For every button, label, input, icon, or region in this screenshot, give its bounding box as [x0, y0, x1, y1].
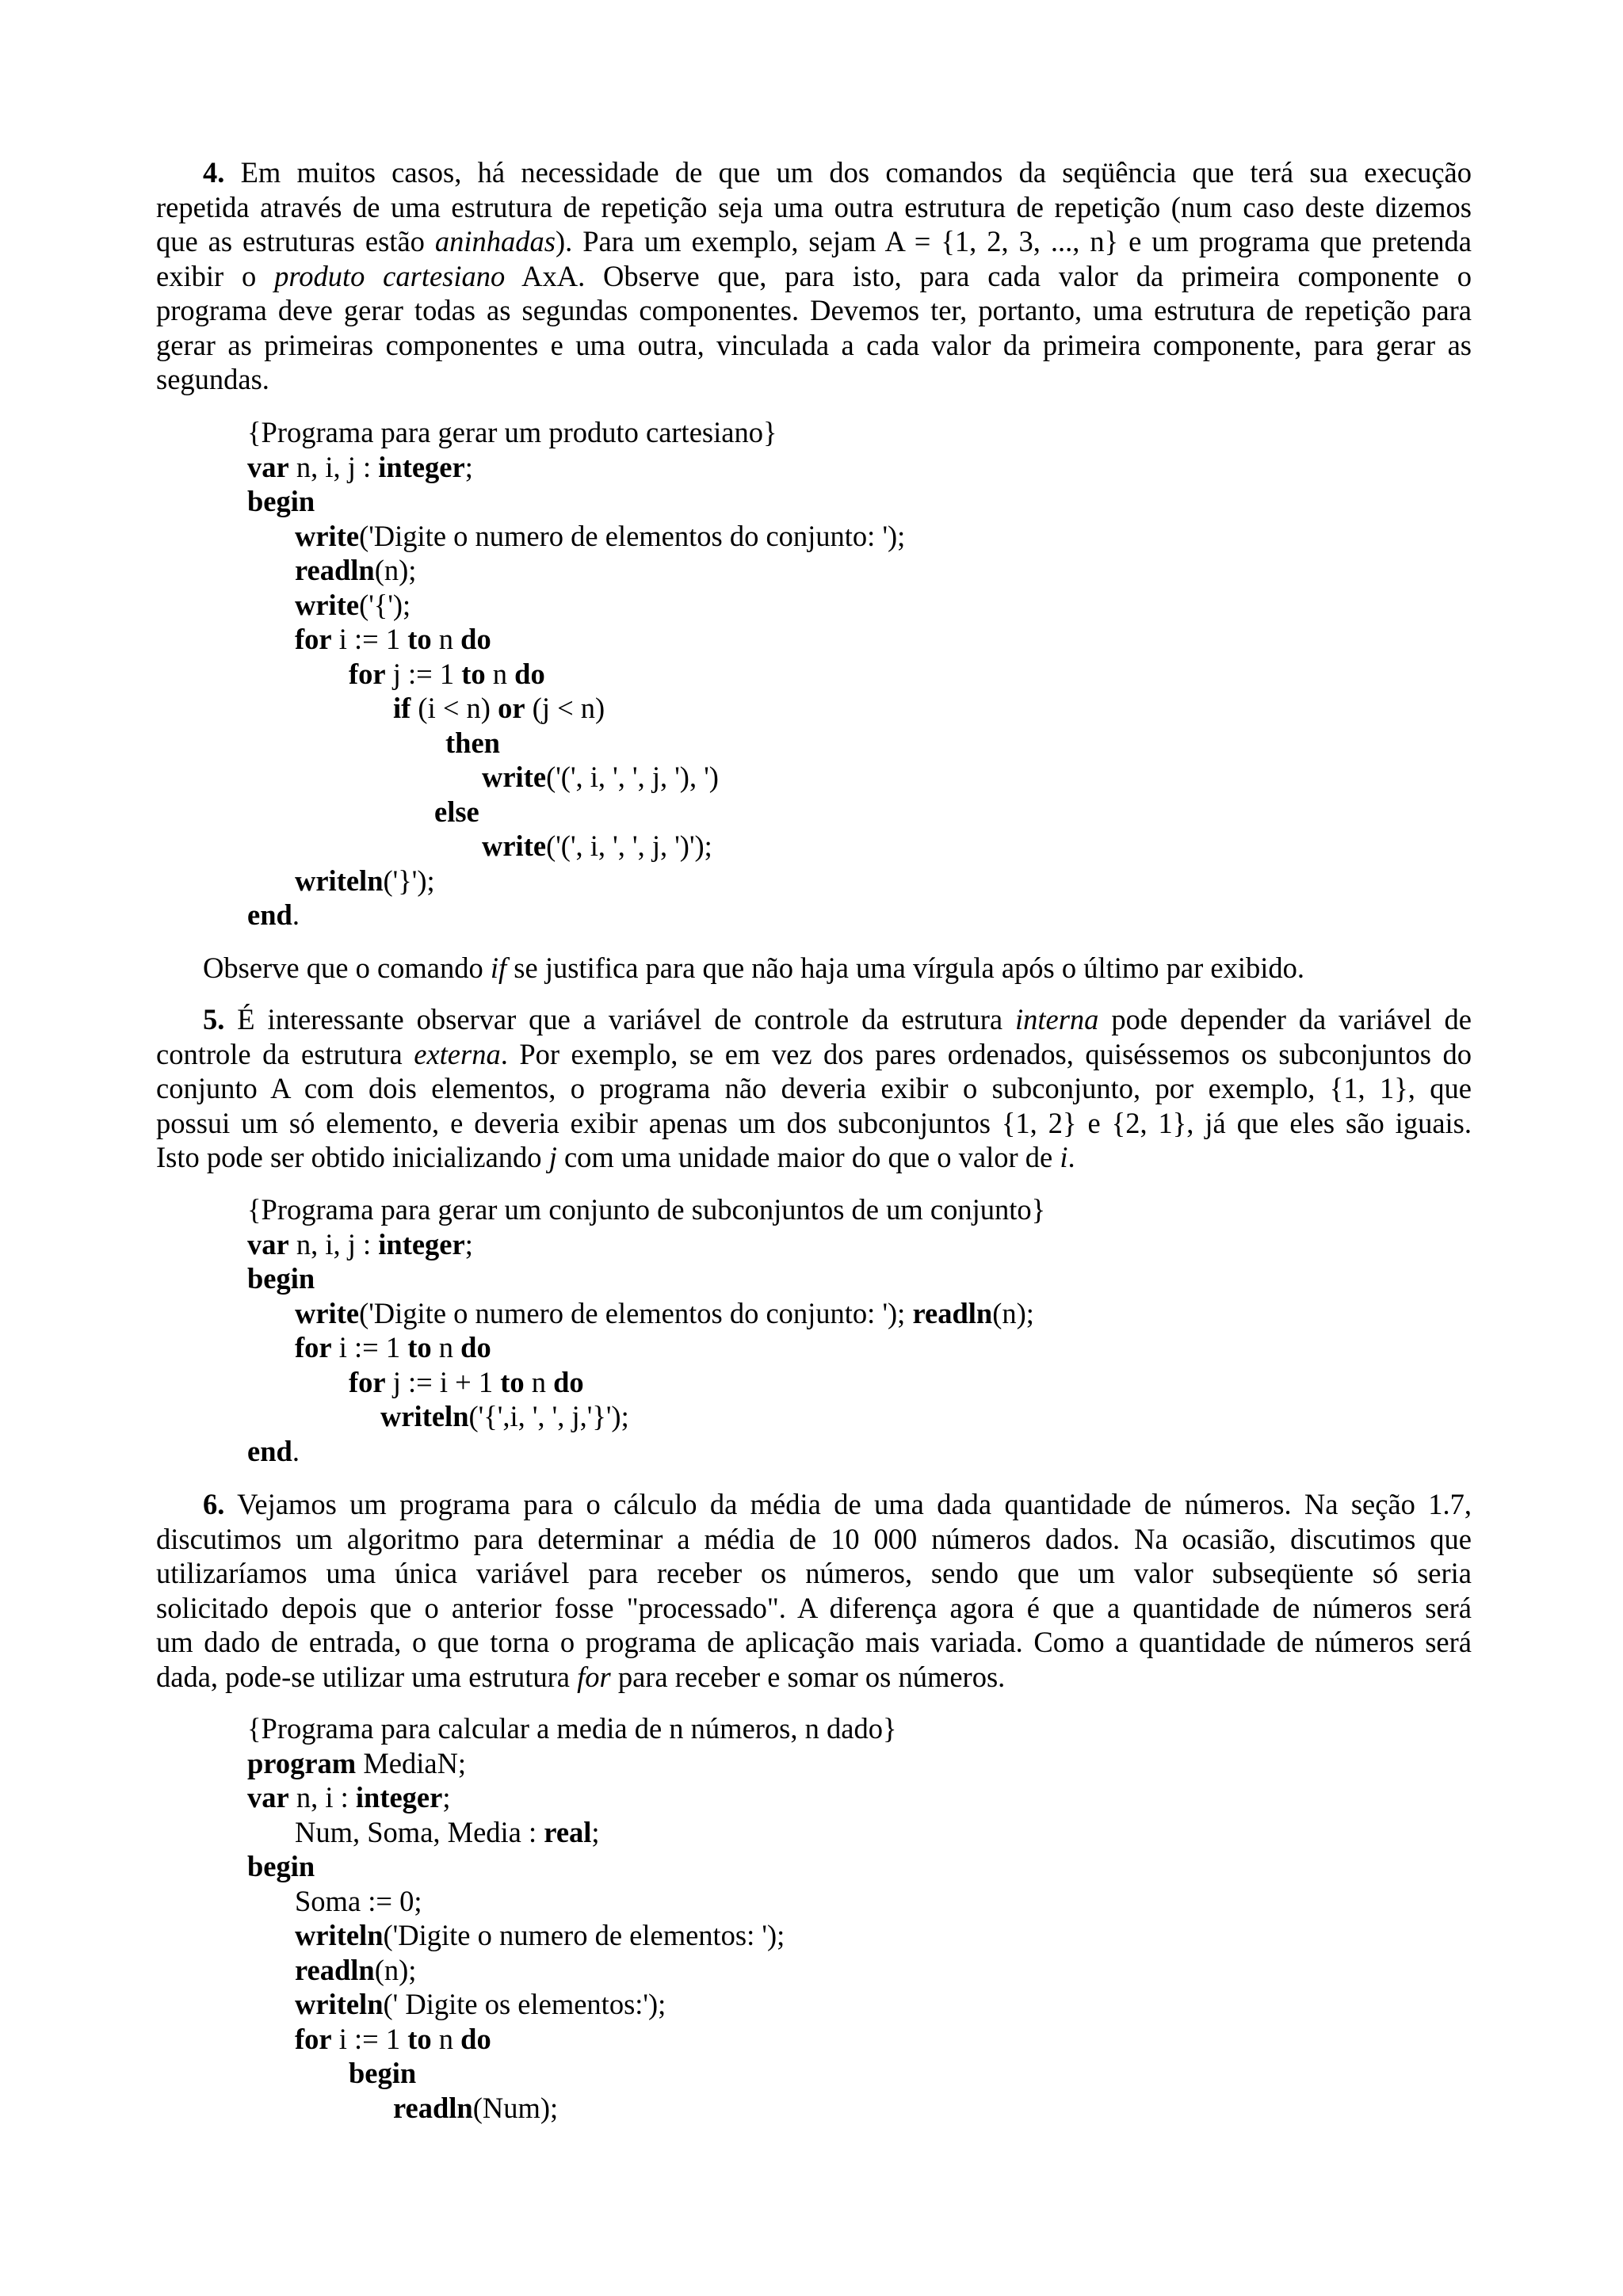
code-line: Num, Soma, Media : real;: [295, 1815, 600, 1848]
text-line: 5. É interessante observar que a variável de controle da estrutura interna pode depender da variável de: [203, 1003, 1472, 1035]
code-line: write('(', i, ', ', j, ')');: [482, 830, 712, 862]
paragraph-4-body: [156, 155, 1472, 397]
code-line: write('(', i, ', ', j, '), '): [482, 761, 719, 793]
code-line: write('Digite o numero de elementos do conjunto: '); readln(n);: [295, 1296, 1034, 1329]
text-line: 6. Vejamos um programa para o cálculo da média de uma dada quantidade de números. Na seção 1.7,: [203, 1488, 1472, 1520]
code-line: for i := 1 to n do: [295, 2022, 491, 2055]
code-line: {Programa para gerar um produto cartesiano}: [247, 416, 777, 448]
note-if-command-text: Observe que o comando if se justifica para que não haja uma vírgula após o último par exibido.: [203, 952, 1305, 984]
code-block-cartesian-product: [247, 415, 905, 933]
text-line: programa deve gerar todas as segundas componentes. Devemos ter, portanto, uma estrutura de repetição para: [156, 294, 1472, 326]
paragraph-6: [156, 1487, 1472, 1694]
text-line: exibir o produto cartesiano AxA. Observe que, para isto, para cada valor da primeira componente o: [156, 259, 1472, 292]
code-line: write('Digite o numero de elementos do conjunto: ');: [295, 519, 906, 552]
item-number: 6.: [203, 1488, 225, 1520]
paragraph-5-body: [156, 1002, 1472, 1175]
paragraph-6-body: [156, 1487, 1472, 1694]
code-line: if (i < n) or (j < n): [393, 692, 605, 724]
code-line: for j := i + 1 to n do: [349, 1365, 584, 1398]
text-line: segundas.: [156, 363, 269, 395]
code-line: for i := 1 to n do: [295, 623, 491, 655]
code-line: else: [434, 795, 479, 828]
note-if-command: [203, 951, 1471, 986]
code-line: Soma := 0;: [295, 1884, 422, 1917]
paragraph-4: [156, 155, 1472, 397]
text-line: um dado de entrada, o que torna o programa de aplicação mais variada. Como a quantidade de números será: [156, 1626, 1472, 1658]
code-line: {Programa para calcular a media de n números, n dado}: [247, 1712, 897, 1745]
code-line: begin: [349, 2057, 417, 2089]
code-line: var n, i, j : integer;: [247, 1227, 473, 1261]
code-line: program MediaN;: [247, 1746, 467, 1779]
code-line: then: [445, 726, 500, 759]
code-line: end.: [247, 898, 300, 931]
code-line: begin: [247, 1850, 315, 1882]
code-line: readln(Num);: [393, 2091, 559, 2124]
text-line: utilizaríamos uma única variável para receber os números, sendo que um valor subseqüente só seria: [156, 1557, 1472, 1589]
code-line: begin: [247, 485, 315, 517]
paragraph-5: [156, 1002, 1472, 1175]
code-line: writeln(' Digite os elementos:');: [295, 1988, 666, 2020]
code-line: begin: [247, 1262, 315, 1295]
text-line: possui um só elemento, e deveria exibir apenas um dos subconjuntos {1, 2} e {2, 1}, já que eles são iguais.: [156, 1106, 1472, 1139]
text-line: Isto pode ser obtido inicializando j com uma unidade maior do que o valor de i.: [156, 1141, 1075, 1173]
code-block-subsets: [247, 1192, 1045, 1468]
text-line: 4. Em muitos casos, há necessidade de que um dos comandos da seqüência que terá sua execução: [203, 156, 1472, 189]
code-line: readln(n);: [295, 554, 417, 586]
code-line: writeln('{',i, ', ', j,'}');: [380, 1400, 629, 1432]
text-line: controle da estrutura externa. Por exemplo, se em vez dos pares ordenados, quiséssemos os subconjuntos do: [156, 1037, 1472, 1070]
code-line: write('{');: [295, 588, 411, 621]
text-line: que as estruturas estão aninhadas). Para um exemplo, sejam A = {1, 2, 3, ..., n} e um programa que pretenda: [156, 225, 1472, 257]
item-number: 4.: [203, 156, 225, 189]
code-line: {Programa para gerar um conjunto de subconjuntos de um conjunto}: [247, 1193, 1046, 1226]
code-line: readln(n);: [295, 1953, 417, 1986]
code-line: for j := 1 to n do: [349, 657, 545, 690]
text-line: solicitado depois que o anterior fosse "processado". A diferença agora é que a quantidade de números será: [156, 1591, 1472, 1624]
code-line: writeln('Digite o numero de elementos: ');: [295, 1919, 785, 1951]
code-block-media-n: [247, 1711, 896, 2125]
item-number: 5.: [203, 1003, 225, 1035]
text-line: dada, pode-se utilizar uma estrutura for para receber e somar os números.: [156, 1660, 1006, 1693]
text-line: conjunto A com dois elementos, o programa não deveria exibir o subconjunto, por exemplo, {1, 1}, que: [156, 1072, 1472, 1104]
text-line: repetida através de uma estrutura de repetição seja uma outra estrutura de repetição (num caso deste dizemos: [156, 190, 1472, 223]
code-line: var n, i : integer;: [247, 1781, 451, 1814]
code-line: for i := 1 to n do: [295, 1331, 491, 1363]
code-line: end.: [247, 1434, 300, 1467]
code-line: var n, i, j : integer;: [247, 450, 473, 483]
text-line: discutimos um algoritmo para determinar a média de 10 000 números dados. Na ocasião, discutimos que: [156, 1522, 1472, 1555]
code-line: writeln('}');: [295, 864, 435, 897]
text-line: gerar as primeiras componentes e uma outra, vinculada a cada valor da primeira componente, para gerar as: [156, 328, 1472, 361]
